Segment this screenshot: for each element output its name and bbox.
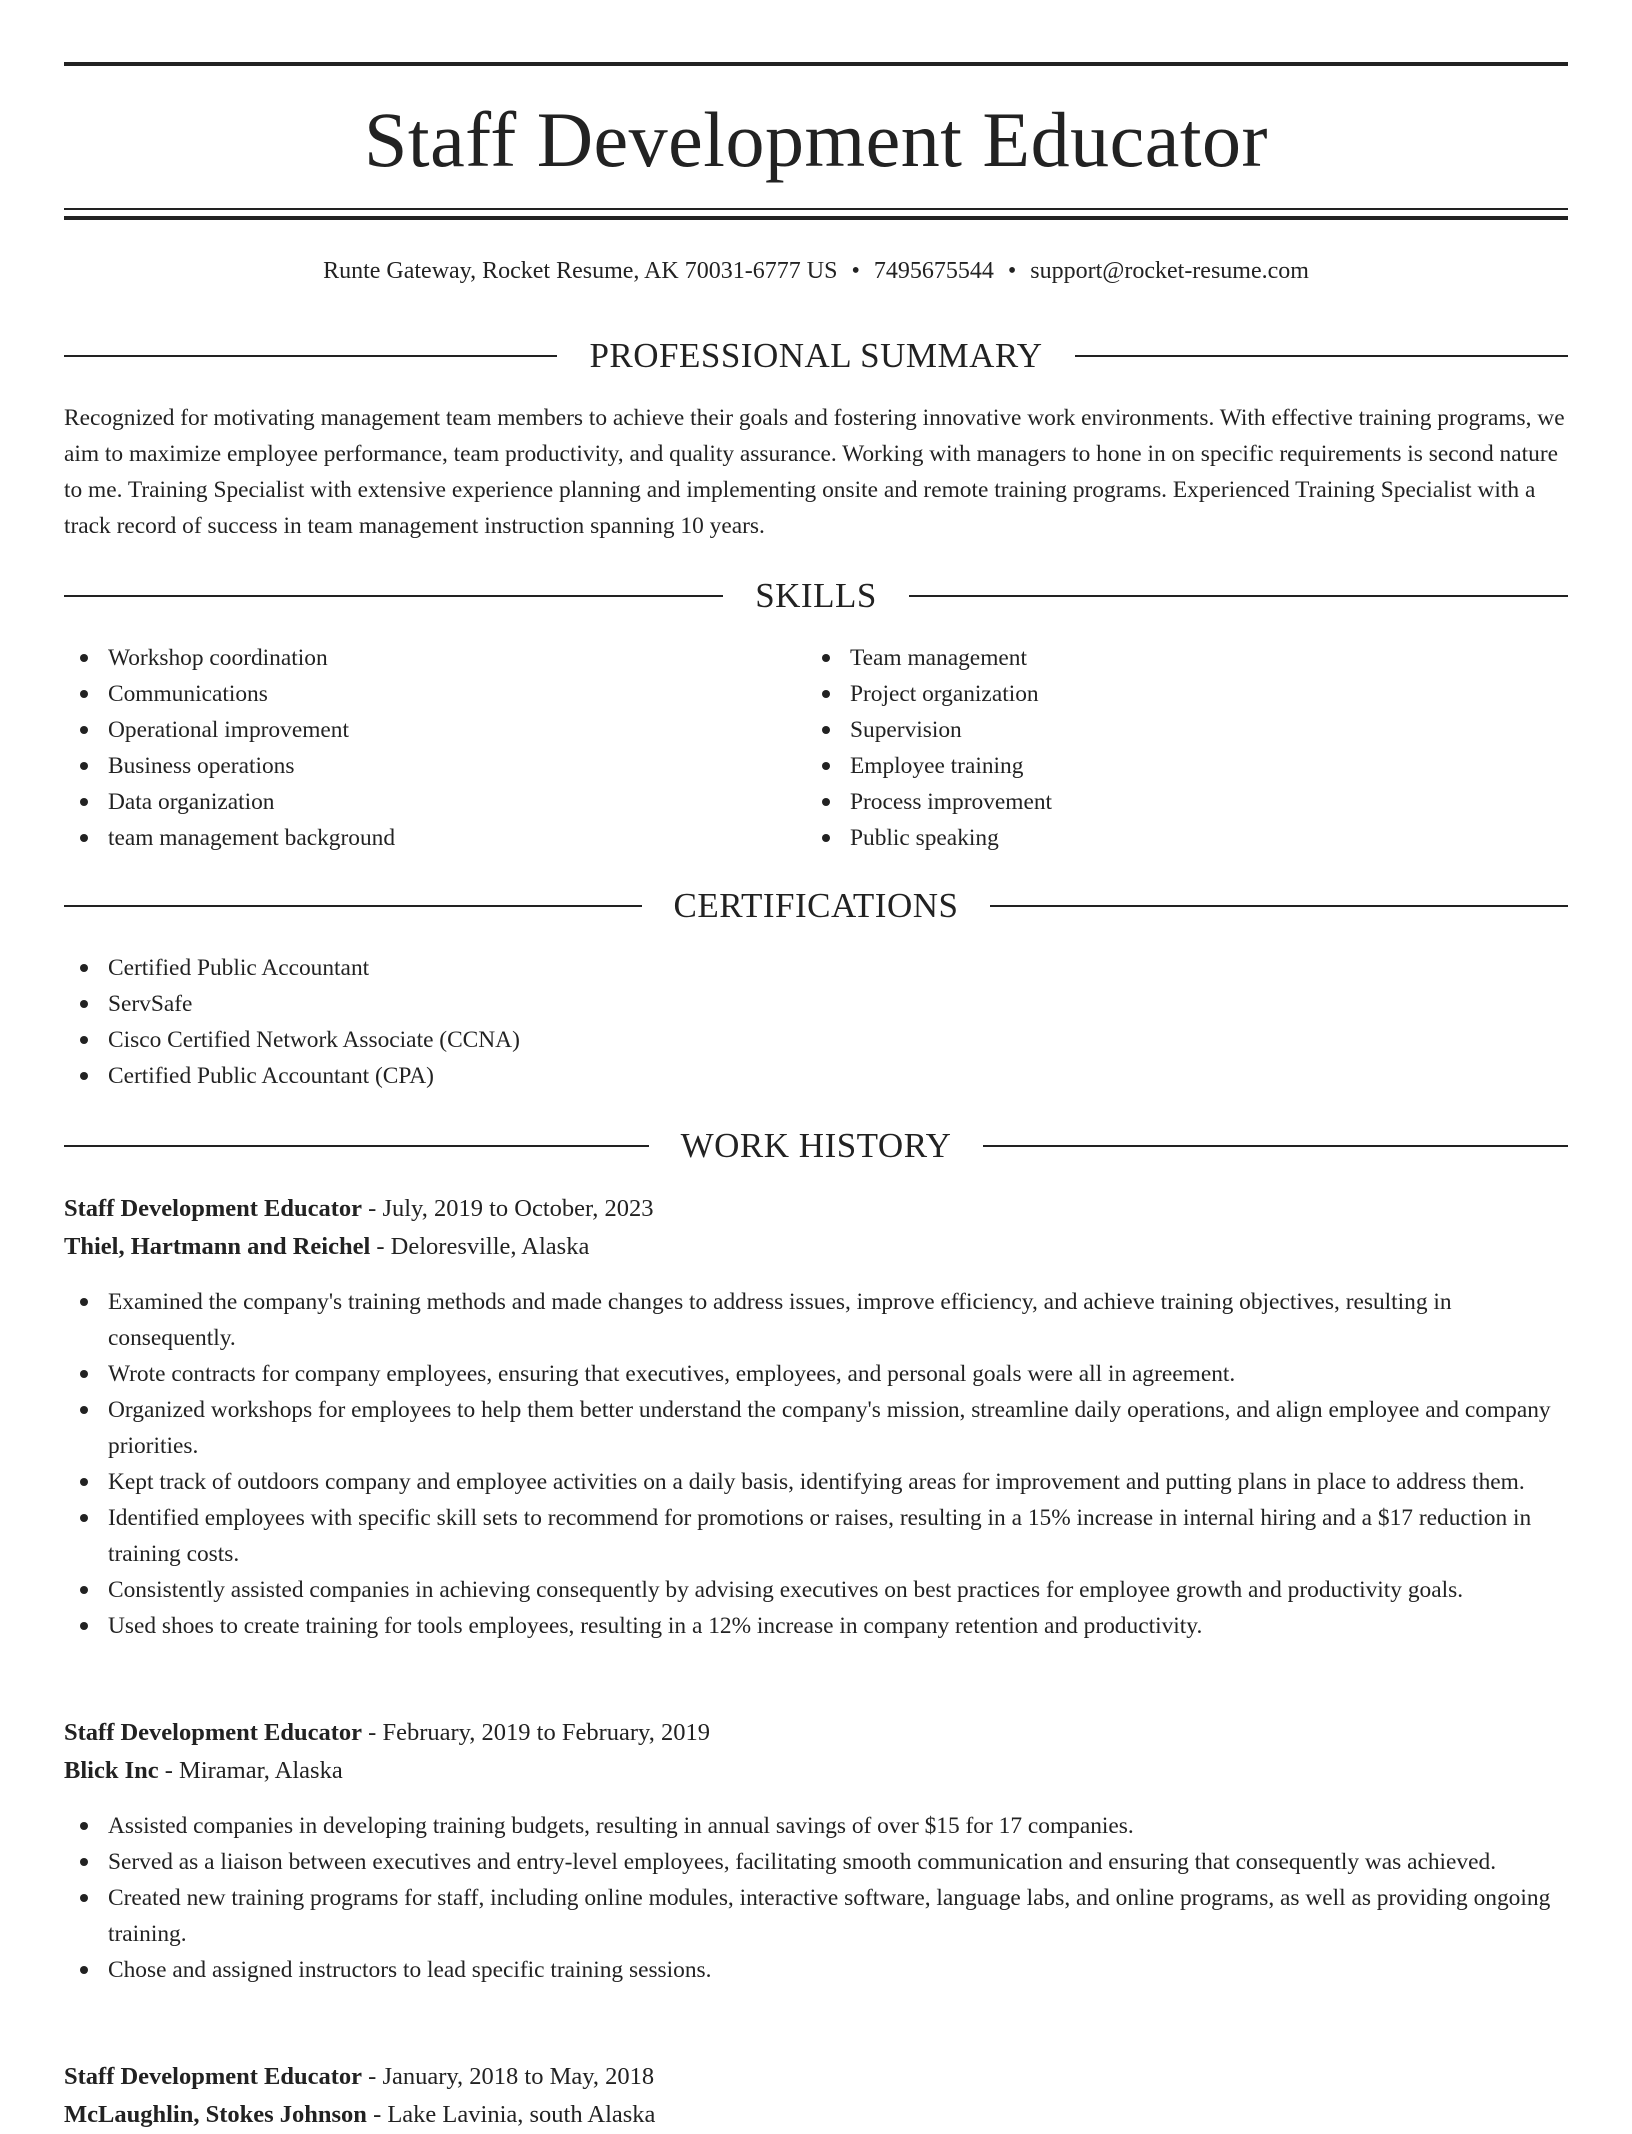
- section-title: PROFESSIONAL SUMMARY: [589, 336, 1043, 375]
- skills-list-left: [64, 640, 764, 856]
- job-company-line: [64, 1752, 1568, 1790]
- job-bullet: Used shoes to create training for tools employees, resulting in a 12% increase in company retention and productivity.: [64, 1608, 1568, 1644]
- job-bullets: [64, 1284, 1568, 1644]
- job-bullet: Assisted companies in developing training budgets, resulting in annual savings of over $15 for 17 companies.: [64, 1808, 1568, 1844]
- skills-list-right: [806, 640, 1506, 856]
- summary-text: Recognized for motivating management team members to achieve their goals and fostering innovative work environments. With effective training programs, we aim to maximize employee performance, team productivity, and quality assurance. Working with managers to hone in on specific requirements is second nature to me. Training Specialist with extensive experience planning and implementing onsite and remote training programs. Experienced Training Specialist with a track record of success in team management instruction spanning 10 years.: [64, 405, 1565, 539]
- job-bullet: Created new training programs for staff, including online modules, interactive software, language labs, and online programs, as well as providing ongoing training.: [64, 1880, 1568, 1952]
- section-rule: [983, 1145, 1568, 1147]
- section-rule: [64, 595, 723, 597]
- skill-item: Employee training: [806, 748, 1506, 784]
- skill-item: Project organization: [806, 676, 1506, 712]
- section-header-summary: [64, 336, 1568, 376]
- section-header-certifications: [64, 886, 1568, 926]
- contact-phone: 7495675544: [873, 258, 994, 284]
- skill-item: Workshop coordination: [64, 640, 764, 676]
- job-bullet: Wrote contracts for company employees, ensuring that executives, employees, and personal goals were all in agreement.: [64, 1356, 1568, 1392]
- section-rule: [64, 1145, 649, 1147]
- contact-email: support@rocket-resume.com: [1030, 258, 1309, 284]
- certification-item: Certified Public Accountant (CPA): [64, 1058, 1064, 1094]
- job-company: Blick Inc: [64, 1757, 159, 1784]
- job-dates: - July, 2019 to October, 2023: [368, 1195, 654, 1222]
- skill-item: Team management: [806, 640, 1506, 676]
- section-rule: [64, 905, 642, 907]
- section-rule: [64, 355, 557, 357]
- certification-item: Cisco Certified Network Associate (CCNA): [64, 1022, 1064, 1058]
- contact-address: Runte Gateway, Rocket Resume, AK 70031-6777 US: [323, 258, 838, 284]
- header-top-rule: [64, 62, 1568, 66]
- certification-item: ServSafe: [64, 986, 1064, 1022]
- skill-item: Supervision: [806, 712, 1506, 748]
- skill-item: Communications: [64, 676, 764, 712]
- job-bullet: Organized workshops for employees to help them better understand the company's mission, streamline daily operations, and align employee and company priorities.: [64, 1392, 1568, 1464]
- job-location: - Miramar, Alaska: [164, 1757, 343, 1784]
- job-location: - Lake Lavinia, south Alaska: [373, 2101, 656, 2128]
- contact-separator: •: [851, 258, 860, 284]
- job-company: Thiel, Hartmann and Reichel: [64, 1233, 371, 1260]
- section-rule: [909, 595, 1568, 597]
- section-title: CERTIFICATIONS: [673, 886, 959, 925]
- section-title: WORK HISTORY: [680, 1126, 952, 1165]
- job-title-line: [64, 2058, 1568, 2096]
- skill-item: team management background: [64, 820, 764, 856]
- section-title: SKILLS: [755, 576, 877, 615]
- job-bullet: Kept track of outdoors company and employee activities on a daily basis, identifying areas for improvement and putting plans in place to address them.: [64, 1464, 1568, 1500]
- skill-item: Data organization: [64, 784, 764, 820]
- job-bullet: Examined the company's training methods and made changes to address issues, improve efficiency, and achieve training objectives, resulting in consequently.: [64, 1284, 1568, 1356]
- job-title: Staff Development Educator: [64, 1719, 363, 1746]
- certifications-list: [64, 950, 1064, 1094]
- certification-item: Certified Public Accountant: [64, 950, 1064, 986]
- section-rule: [990, 905, 1568, 907]
- job-bullet: Served as a liaison between executives and entry-level employees, facilitating smooth communication and ensuring that consequently was achieved.: [64, 1844, 1568, 1880]
- job-dates: - January, 2018 to May, 2018: [368, 2063, 655, 2090]
- skill-item: Operational improvement: [64, 712, 764, 748]
- section-header-skills: [64, 576, 1568, 616]
- section-header-work-history: [64, 1126, 1568, 1166]
- skill-item: Public speaking: [806, 820, 1506, 856]
- job-bullets: [64, 1808, 1568, 1988]
- job-company-line: [64, 2096, 1568, 2134]
- job-company-line: [64, 1228, 1568, 1266]
- section-rule: [1075, 355, 1568, 357]
- job-dates: - February, 2019 to February, 2019: [368, 1719, 710, 1746]
- job-title-line: [64, 1714, 1568, 1752]
- skill-item: Business operations: [64, 748, 764, 784]
- contact-line: [64, 254, 1568, 288]
- skill-item: Process improvement: [806, 784, 1506, 820]
- job-bullet: Consistently assisted companies in achieving consequently by advising executives on best practices for employee growth and productivity goals.: [64, 1572, 1568, 1608]
- contact-separator: •: [1007, 258, 1017, 284]
- header-rule-lower: [64, 216, 1568, 220]
- candidate-name: Staff Development Educator: [364, 96, 1268, 183]
- header-rule-upper: [64, 208, 1568, 210]
- job-bullet: Identified employees with specific skill sets to recommend for promotions or raises, resulting in a 15% increase in internal hiring and a $17 reduction in training costs.: [64, 1500, 1568, 1572]
- job-location: - Deloresville, Alaska: [376, 1233, 590, 1260]
- job-bullet: Chose and assigned instructors to lead specific training sessions.: [64, 1952, 1568, 1988]
- job-title-line: [64, 1190, 1568, 1228]
- job-title: Staff Development Educator: [64, 1195, 363, 1222]
- job-company: McLaughlin, Stokes Johnson: [64, 2101, 367, 2128]
- job-title: Staff Development Educator: [64, 2063, 363, 2090]
